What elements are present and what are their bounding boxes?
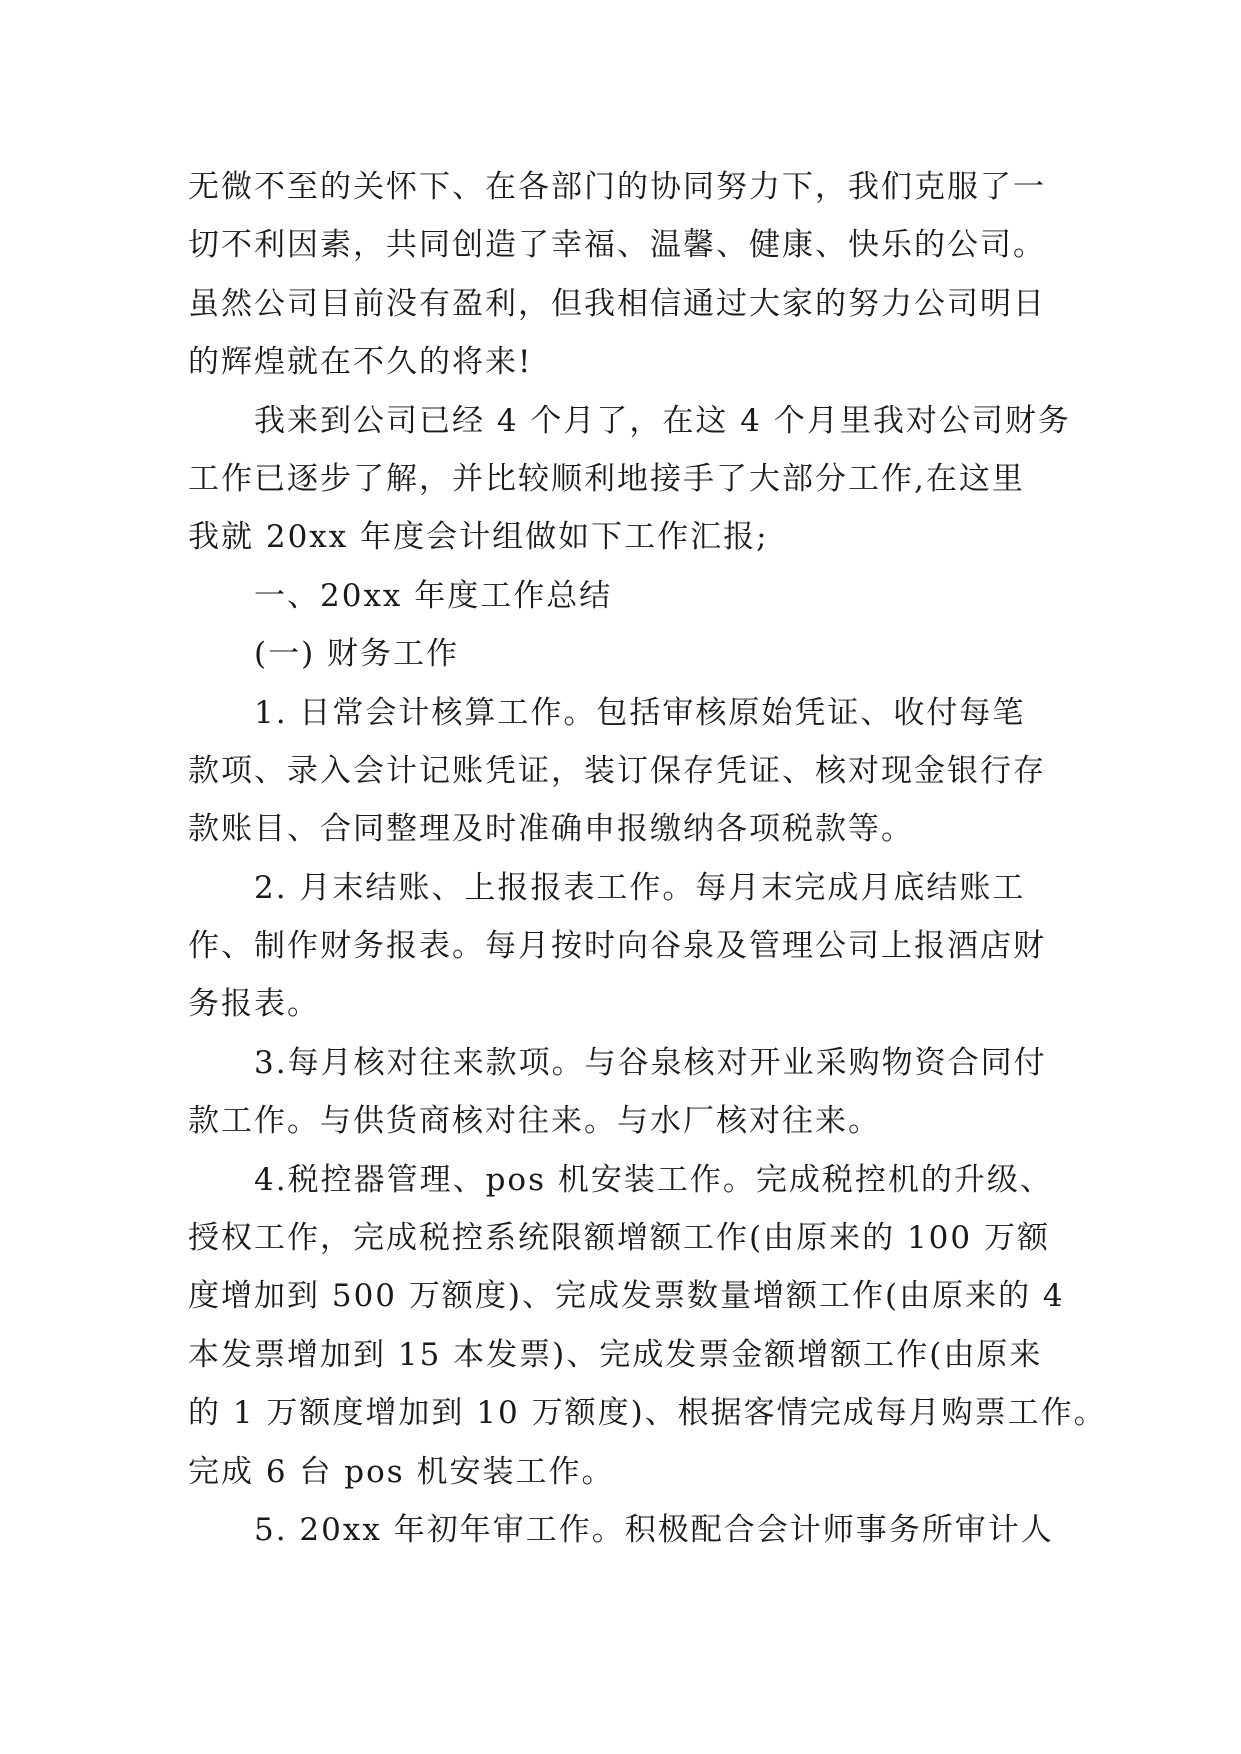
text-line: 款工作。与供货商核对往来。与水厂核对往来。 [188, 1103, 881, 1140]
text-line: 的 1 万额度增加到 10 万额度)、根据客情完成每月购票工作。 [188, 1395, 1107, 1432]
text-line: 完成 6 台 pos 机安装工作。 [188, 1453, 615, 1490]
section-heading: 一、20xx 年度工作总结 [254, 577, 613, 614]
document-body [188, 158, 1107, 1559]
text-line: 我就 20xx 年度会计组做如下工作汇报; [188, 519, 769, 556]
text-line: 款项、录入会计记账凭证，装订保存凭证、核对现金银行存 [188, 752, 1046, 789]
text-line: 款账目、合同整理及时准确申报缴纳各项税款等。 [188, 811, 914, 848]
text-line: 作、制作财务报表。每月按时向谷泉及管理公司上报酒店财 [188, 928, 1046, 965]
list-item-3-first-line: 3.每月核对往来款项。与谷泉核对开业采购物资合同付 [254, 1044, 1047, 1081]
list-item-4-first-line: 4.税控器管理、pos 机安装工作。完成税控机的升级、 [254, 1161, 1053, 1198]
text-line: 的辉煌就在不久的将来! [188, 344, 533, 381]
list-item-1-first-line: 1. 日常会计核算工作。包括审核原始凭证、收付每笔 [254, 694, 1026, 731]
text-line: 切不利因素，共同创造了幸福、温馨、健康、快乐的公司。 [188, 227, 1046, 264]
text-line: 务报表。 [188, 986, 320, 1023]
text-line: 授权工作，完成税控系统限额增额工作(由原来的 100 万额 [188, 1220, 1050, 1257]
text-line: 无微不至的关怀下、在各部门的协同努力下，我们克服了一 [188, 169, 1046, 205]
text-line: 本发票增加到 15 本发票)、完成发票金额增额工作(由原来 [188, 1336, 1043, 1373]
list-item-2-first-line: 2. 月末结账、上报报表工作。每月末完成月底结账工 [254, 869, 1026, 906]
subsection-heading: (一) 财务工作 [254, 636, 460, 673]
list-item-5-first-line: 5. 20xx 年初年审工作。积极配合会计师事务所审计人 [254, 1511, 1054, 1548]
text-line: 度增加到 500 万额度)、完成发票数量增额工作(由原来的 4 [188, 1278, 1065, 1315]
paragraph-first-line: 我来到公司已经 4 个月了，在这 4 个月里我对公司财务 [254, 402, 1071, 439]
text-line: 工作已逐步了解，并比较顺利地接手了大部分工作,在这里 [188, 460, 1025, 497]
text-line: 虽然公司目前没有盈利，但我相信通过大家的努力公司明日 [188, 285, 1046, 322]
